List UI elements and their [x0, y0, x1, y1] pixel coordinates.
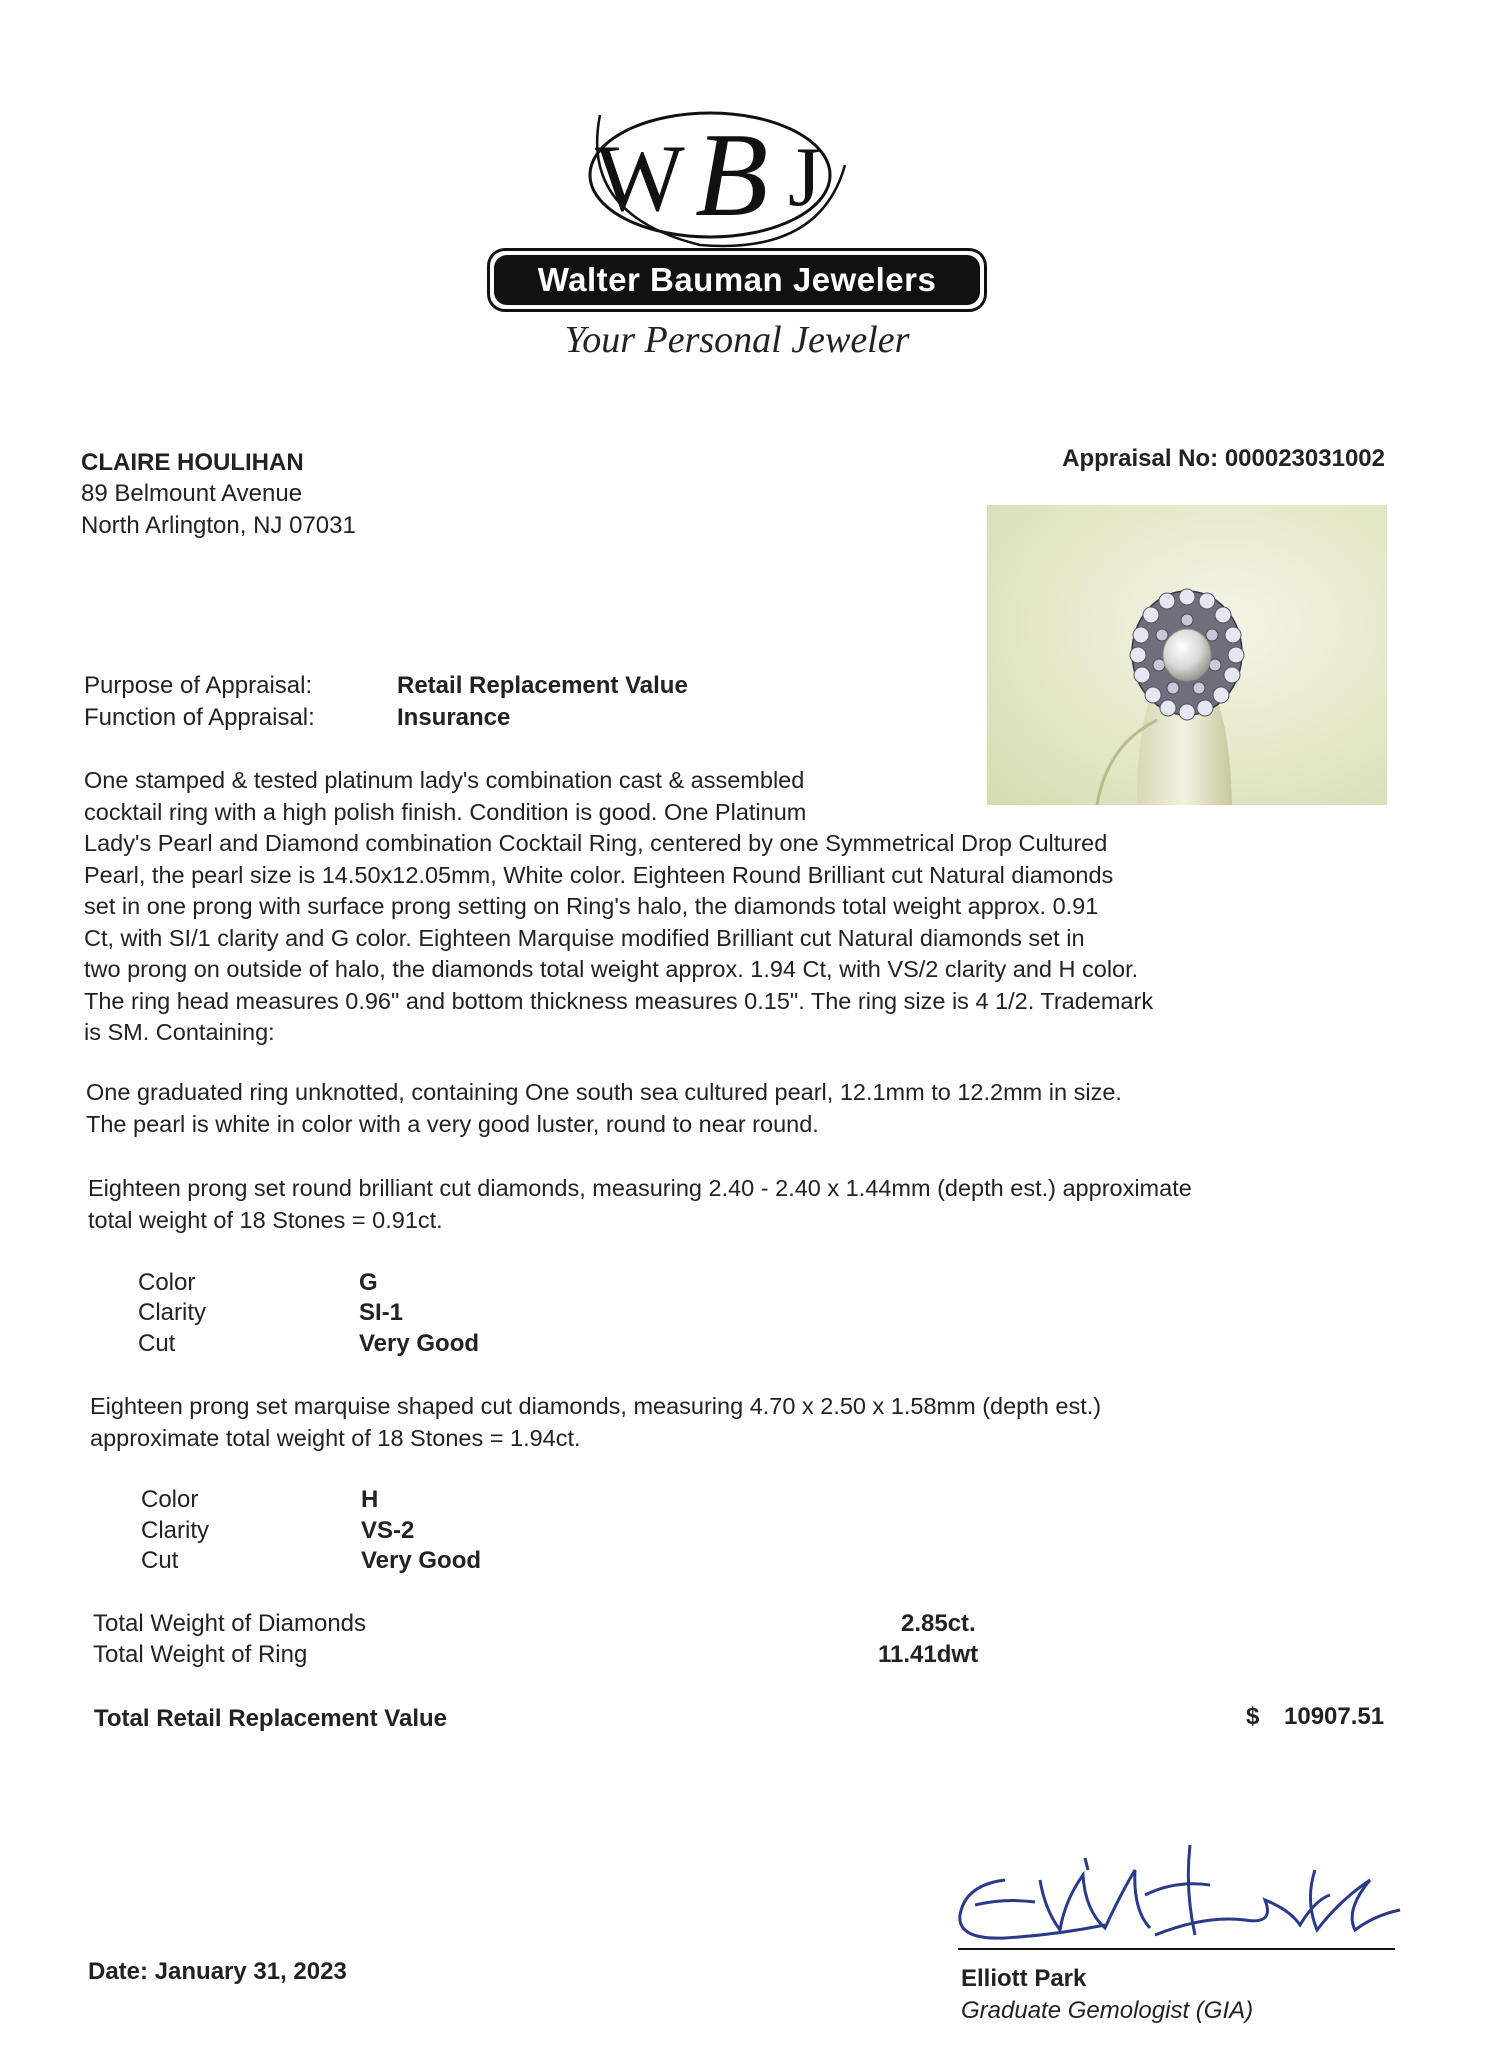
round-color-label: Color — [138, 1269, 196, 1296]
description-line: Ct, with SI/1 clarity and G color. Eighteen Marquise modified Brilliant cut Natural diamonds set in — [84, 924, 1085, 951]
signature-line — [958, 1948, 1395, 1950]
company-tagline: Your Personal Jeweler — [564, 319, 910, 361]
total-diamonds-label: Total Weight of Diamonds — [93, 1610, 367, 1637]
round-clarity-value: SI-1 — [359, 1299, 404, 1326]
description-line: The ring head measures 0.96" and bottom thickness measures 0.15". The ring size is 4 1/2. Trademark — [84, 987, 1154, 1014]
marquise-diamonds-description — [90, 1391, 1101, 1454]
function-label: Function of Appraisal: — [84, 704, 315, 731]
svg-text:B: B — [695, 108, 769, 241]
marquise-diamonds-line: Eighteen prong set marquise shaped cut diamonds, measuring 4.70 x 2.50 x 1.58mm (depth est.) — [90, 1393, 1102, 1419]
purpose-label: Purpose of Appraisal: — [84, 672, 313, 699]
client-street: 89 Belmount Avenue — [81, 480, 303, 507]
marquise-cut-value: Very Good — [361, 1547, 482, 1574]
marquise-clarity-label: Clarity — [141, 1517, 210, 1544]
client-city: North Arlington, NJ 07031 — [81, 512, 356, 539]
round-diamonds-description — [88, 1173, 1192, 1236]
total-value-label: Total Retail Replacement Value — [94, 1705, 448, 1732]
appraiser-name: Elliott Park — [961, 1965, 1087, 1992]
round-clarity-label: Clarity — [138, 1299, 207, 1326]
svg-text:J: J — [788, 130, 822, 224]
appraisal-date: Date: January 31, 2023 — [88, 1958, 347, 1985]
total-ring-value: 11.41dwt — [878, 1641, 979, 1668]
appraisal-number: Appraisal No: 000023031002 — [1062, 445, 1385, 472]
company-banner — [487, 248, 987, 312]
pearl-line: The pearl is white in color with a very good luster, round to near round. — [86, 1110, 819, 1137]
pearl-line: One graduated ring unknotted, containing One south sea cultured pearl, 12.1mm to 12.2mm in size. — [86, 1079, 1122, 1105]
description-line: set in one prong with surface prong setting on Ring's halo, the diamonds total weight approx. 0.91 — [84, 893, 1099, 919]
description-line: is SM. Containing: — [84, 1019, 275, 1045]
round-diamonds-line: Eighteen prong set round brilliant cut diamonds, measuring 2.40 - 2.40 x 1.44mm (depth est.) approximate — [88, 1175, 1192, 1201]
purpose-value: Retail Replacement Value — [397, 672, 688, 699]
ring-photo — [987, 505, 1387, 805]
ring-description — [84, 765, 1153, 1049]
svg-text:W: W — [595, 125, 685, 231]
total-diamonds-value: 2.85ct. — [901, 1610, 976, 1637]
marquise-clarity-value: VS-2 — [361, 1517, 415, 1544]
description-line: cocktail ring with a high polish finish. Condition is good. One Platinum — [84, 798, 807, 825]
appraiser-signature — [945, 1840, 1405, 1960]
description-line: Lady's Pearl and Diamond combination Cocktail Ring, centered by one Symmetrical Drop Cultured — [84, 830, 1108, 856]
currency-symbol: $ — [1246, 1703, 1260, 1730]
round-diamonds-line: total weight of 18 Stones = 0.91ct. — [88, 1206, 443, 1233]
marquise-color-value: H — [361, 1486, 379, 1513]
marquise-cut-label: Cut — [141, 1547, 179, 1574]
marquise-diamonds-line: approximate total weight of 18 Stones = 1.94ct. — [90, 1424, 581, 1451]
company-name: Walter Bauman Jewelers — [494, 255, 980, 305]
client-name: CLAIRE HOULIHAN — [81, 449, 304, 476]
description-line: two prong on outside of halo, the diamonds total weight approx. 1.94 Ct, with VS/2 clarity and H color. — [84, 956, 1139, 982]
pearl-description — [86, 1077, 1122, 1140]
description-line: Pearl, the pearl size is 14.50x12.05mm, White color. Eighteen Round Brilliant cut Natural diamonds — [84, 861, 1114, 888]
function-value: Insurance — [397, 704, 511, 731]
marquise-color-label: Color — [141, 1486, 199, 1513]
appraiser-title: Graduate Gemologist (GIA) — [961, 1997, 1254, 2024]
total-value-amount: 10907.51 — [1284, 1703, 1385, 1730]
wbj-monogram-logo — [560, 95, 880, 255]
round-cut-value: Very Good — [359, 1330, 480, 1357]
description-line: One stamped & tested platinum lady's combination cast & assembled — [84, 767, 805, 793]
total-ring-label: Total Weight of Ring — [93, 1641, 308, 1668]
round-cut-label: Cut — [138, 1330, 176, 1357]
round-color-value: G — [359, 1269, 378, 1296]
